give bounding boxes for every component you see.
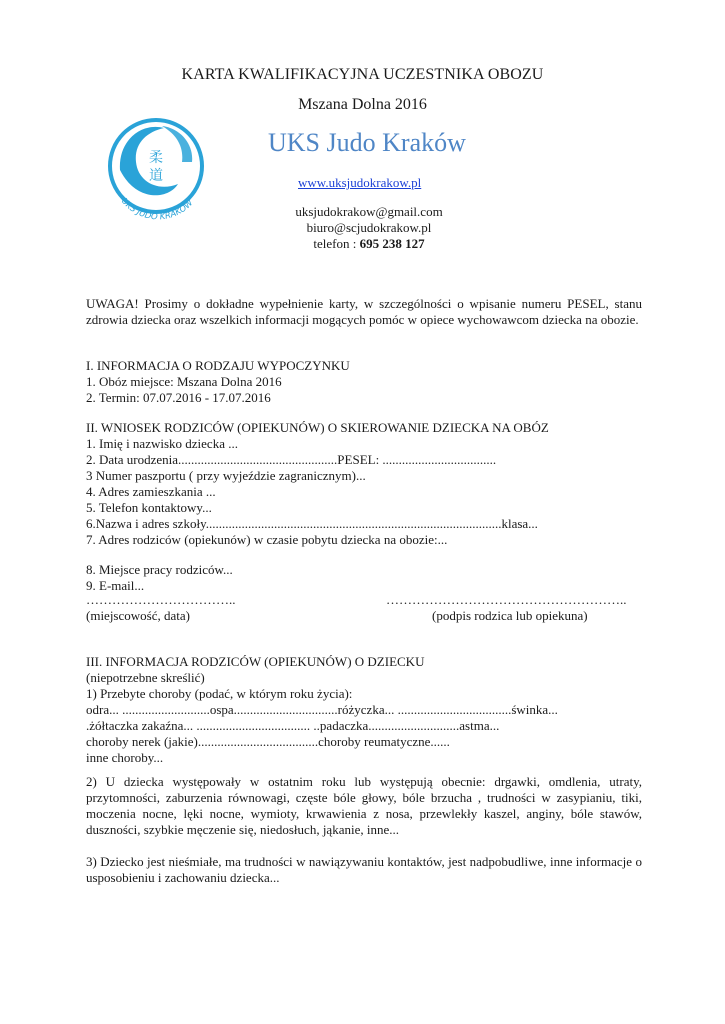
- club-logo: [96, 110, 216, 230]
- signature-dots-left: ……………………………..: [86, 592, 236, 607]
- question-3: 3) Dziecko jest nieśmiałe, ma trudności w nawiązywaniu kontaktów, jest nadpobudliwe, inne informacje o usposobieniu i zachowaniu dziecka...: [86, 854, 642, 885]
- field-parents-address: 7. Adres rodziców (opiekunów) w czasie pobytu dziecka na obozie:...: [86, 532, 448, 547]
- contact-email-1: uksjudokrakow@gmail.com: [295, 204, 443, 219]
- section3-note: (niepotrzebne skreślić): [86, 670, 205, 685]
- field-passport: 3 Numer paszportu ( przy wyjeździe zagranicznym)...: [86, 468, 366, 483]
- signature-label-place-date: (miejscowość, data): [86, 608, 190, 623]
- section1-line2: 2. Termin: 07.07.2016 - 17.07.2016: [86, 390, 271, 405]
- signature-dots-right: ………………………………………………..: [386, 592, 627, 607]
- section1-line1: 1. Obóz miejsce: Mszana Dolna 2016: [86, 374, 282, 389]
- logo-glyph-do: 道: [149, 168, 163, 184]
- section2-heading: II. WNIOSEK RODZICÓW (OPIEKUNÓW) O SKIEROWANIE DZIECKA NA OBÓZ: [86, 420, 549, 435]
- organization-name: UKS Judo Kraków: [268, 128, 466, 157]
- notice-paragraph: UWAGA! Prosimy o dokładne wypełnienie karty, w szczególności o wpisanie numeru PESEL, stanu zdrowia dziecka oraz wszelkich informacji mogących pomóc w opiece wychowawcom dziecka na obozie.: [86, 296, 642, 327]
- phone-label: telefon :: [313, 236, 360, 251]
- question-1-line3: choroby nerek (jakie).....................................choroby reumatyczne......: [86, 734, 450, 749]
- form-title: KARTA KWALIFIKACYJNA UCZESTNIKA OBOZU: [181, 66, 544, 83]
- section3-heading: III. INFORMACJA RODZICÓW (OPIEKUNÓW) O DZIECKU: [86, 654, 425, 669]
- question-1: 1) Przebyte choroby (podać, w którym roku życia):: [86, 686, 353, 701]
- form-subtitle: Mszana Dolna 2016: [298, 96, 427, 113]
- field-email: 9. E-mail...: [86, 578, 145, 593]
- field-phone: 5. Telefon kontaktowy...: [86, 500, 212, 515]
- field-school: 6.Nazwa i adres szkoły...........................................................................................klasa...: [86, 516, 538, 531]
- logo-caption-path: UKS JUDO KRAKÓW: [118, 196, 196, 223]
- question-1-line1: odra... ...........................ospa................................różyczka... ...................................świnka...: [86, 702, 558, 717]
- field-parents-work: 8. Miejsce pracy rodziców...: [86, 562, 233, 577]
- phone-number: 695 238 127: [359, 236, 425, 251]
- contact-email-2: biuro@scjudokrakow.pl: [306, 220, 432, 235]
- field-address: 4. Adres zamieszkania ...: [86, 484, 216, 499]
- signature-label-parent: (podpis rodzica lub opiekuna): [432, 608, 588, 623]
- field-birth-date-pesel: 2. Data urodzenia.................................................PESEL: ...................................: [86, 452, 497, 467]
- section1-heading: I. INFORMACJA O RODZAJU WYPOCZYNKU: [86, 358, 350, 373]
- logo-glyph-ju: 柔: [149, 150, 163, 166]
- question-1-line4: inne choroby...: [86, 750, 164, 765]
- contact-phone: [254, 236, 484, 252]
- website-link[interactable]: www.uksjudokrakow.pl: [298, 175, 422, 190]
- question-1-line2: .żółtaczka zakaźna... ................................... ..padaczka............................astma...: [86, 718, 500, 733]
- field-child-name: 1. Imię i nazwisko dziecka ...: [86, 436, 238, 451]
- question-2: 2) U dziecka występowały w ostatnim roku lub występują obecnie: drgawki, omdlenia, utraty, przytomności, zaburzenia równowagi, częste bóle głowy, bóle brzucha , trudności w zasypianiu, tiki, moczenia nocne, lęki nocne, wymioty, krwawienia z nosa, przewlekły kaszel, anginy, bóle stawów, duszności, szybkie męczenie się, niedosłuch, jąkanie, inne...: [86, 774, 642, 837]
